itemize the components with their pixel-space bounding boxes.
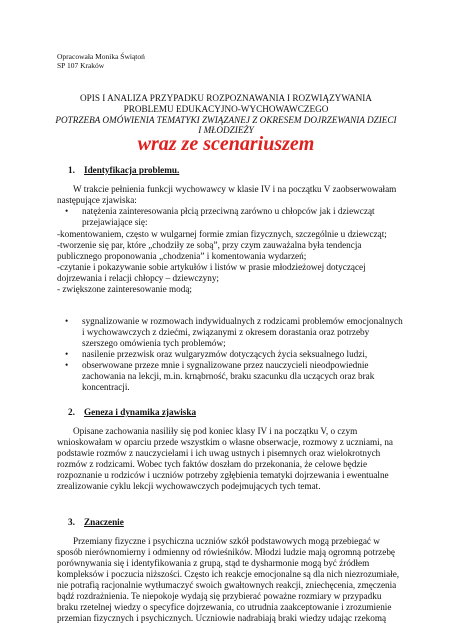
dash-item: -komentowaniem, często w wulgarnej formie zmian fizycznych, szczególnie u dziewcząt;: [57, 229, 387, 239]
dash-item: - zwiększone zainteresowanie modą;: [57, 283, 192, 294]
list-item-text: sygnalizowanie w rozmowach indywidualnych z rodzicami problemów emocjonalnych i wychowawczych z dziećmi, związanymi z okresem dorastania oraz potrzeby szerszego omówienia tych problemów;: [82, 316, 403, 348]
section-1-intro: W trakcie pełnienia funkcji wychowawcy w klasie IV i na początku V zaobserwowałam następujące zjawiska:: [57, 184, 397, 205]
bullet-icon: •: [65, 316, 69, 326]
list-item: [57, 360, 403, 393]
list-item: [57, 206, 403, 228]
bullet-icon: •: [65, 206, 69, 216]
bullet-icon: •: [65, 359, 69, 370]
title-line-2: PROBLEMU EDUKACYJNO-WYCHOWAWCZEGO: [123, 103, 329, 114]
author-name: Opracowała Monika Świątoń: [57, 52, 145, 61]
section-number: 1.: [68, 165, 75, 175]
section-3-paragraph: Przemiany fizyczne i psychiczna uczniów szkół podstawowych mogą przebiegać w sposób nierównomierny i odmienny od rówieśników. Młodzi ludzie mają ogromną potrzebę porównywania się i identyfikowania z grupą, stąd te dysharmonie mogą być źródłem kompleksów i poczucia niższości. Często ich reakcje emocjonalne są dla nich niezrozumiałe, nie potrafią racjonalnie wytłumaczyć swoich gwałtownych reakcji, zniechęcenia, zmęczenia bądź rozdrażnienia. Te niepokoje wydają się przybierać poważne rozmiary w przypadku braku rzetelnej wiedzy o specyfice dojrzewania, co utrudnia zaakceptowanie i zrozumienie przemian fizycznych i psychicznych. Uczniowie nadrabiają braki wiedzy udając rzekomą: [57, 536, 400, 623]
section-heading-1: [68, 165, 179, 175]
section-2-paragraph: Opisane zachowania nasiliły się pod koniec klasy IV i na początku V, o czym wnioskowałam w oparciu przede wszystkim o własne obserwacje, rozmowy z uczniami, na podstawie rozmów z nauczycielami i ich uwag ustnych i pisemnych oraz wielokrotnych rozmów z rodzicami. Wobec tych faktów doszłam do przekonania, że celowe będzie rozpoznanie u rodziców i uczniów potrzeby zgłębienia tematyki dojrzewania i ewentualne zrealizowanie cyklu lekcji wychowawczych podejmujących tych temat.: [57, 426, 394, 491]
section-heading-3: [68, 517, 124, 527]
section-title: Znaczenie: [84, 517, 124, 527]
title-line-4: I MŁODZIEŻY: [198, 125, 254, 136]
bullet-icon: •: [65, 348, 69, 359]
author-school: SP 107 Kraków: [57, 61, 105, 70]
list-item-text: natężenia zainteresowania płcią przeciwną zarówno u chłopców jak i dziewcząt przejawiające się:: [82, 206, 375, 227]
list-item: [57, 316, 403, 349]
dash-item: -czytanie i pokazywanie sobie artykułów i listów w prasie młodzieżowej dotyczącej dojrzewania i relacji chłopcy – dziewczyny;: [57, 261, 366, 283]
title-line-1: OPIS I ANALIZA PRZYPADKU ROZPOZNAWANIA I ROZWIĄZYWANIA: [80, 93, 372, 103]
dash-item: -tworzenie się par, które „chodziły ze sobą”, przy czym zauważalna była tendencja publicznego proponowania „chodzenia” i komentowania wydarzeń;: [57, 239, 362, 261]
section-1-list-b: [57, 316, 403, 393]
section-number: 2.: [68, 407, 75, 417]
scenario-heading: wraz ze scenariuszem: [137, 133, 315, 155]
list-item: [57, 349, 403, 360]
document-title: [50, 93, 402, 136]
list-item-text: nasilenie przezwisk oraz wulgaryzmów dotyczących życia seksualnego ludzi,: [82, 348, 368, 359]
section-1-list-a: [57, 206, 403, 228]
title-line-3: POTRZEBA OMÓWIENIA TEMATYKI ZWIĄZANEJ Z OKRESEM DOJRZEWANIA DZIECI: [55, 114, 397, 125]
list-item-text: obserwowane przeze mnie i sygnalizowane przez nauczycieli nieodpowiednie zachowania na lekcji, m.in. krnąbrność, braku szacunku dla uczących oraz brak koncentracji.: [82, 359, 375, 392]
section-1-dash-list: [57, 229, 403, 295]
section-heading-2: [68, 407, 196, 417]
section-title: Geneza i dynamika zjawiska: [84, 407, 197, 417]
section-number: 3.: [68, 517, 75, 527]
author-block: [57, 52, 145, 70]
section-title: Identyfikacja problemu.: [84, 165, 180, 175]
